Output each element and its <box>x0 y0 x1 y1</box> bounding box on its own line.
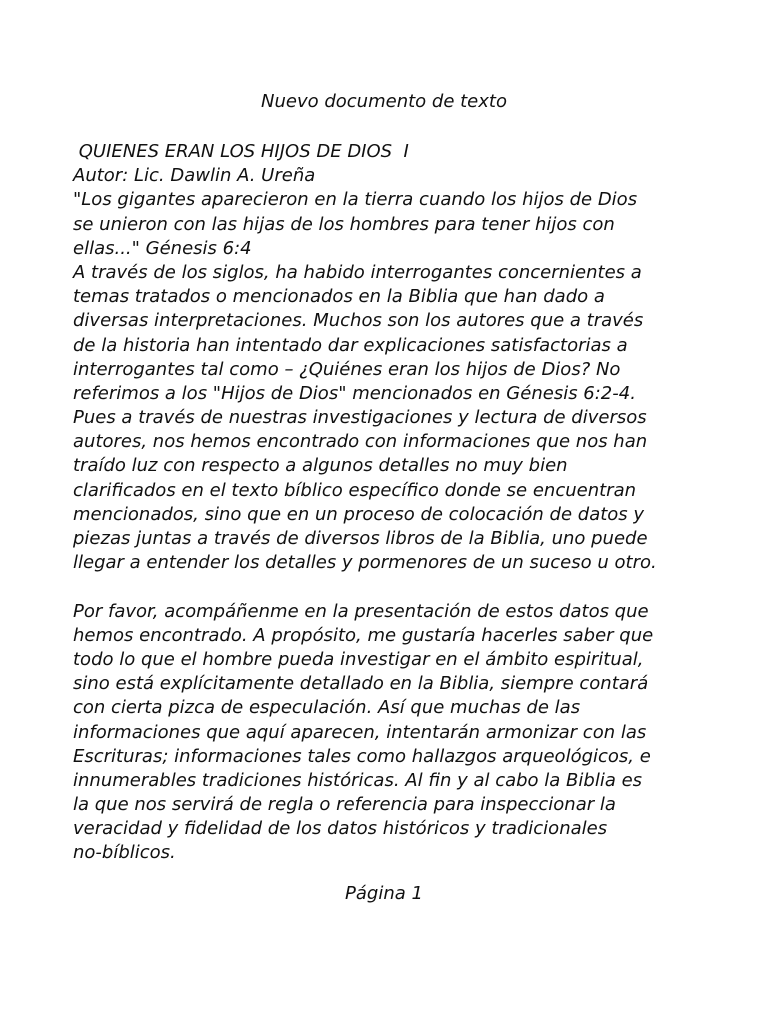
paragraph2-line: sino está explícitamente detallado en la Biblia, siempre contará <box>73 673 649 695</box>
paragraph1-line: de la historia han intentado dar explicaciones satisfactorias a <box>73 334 628 356</box>
paragraph1-line: mencionados, sino que en un proceso de colocación de datos y <box>73 503 645 525</box>
paragraph1-line: diversas interpretaciones. Muchos son los autores que a través <box>73 310 644 332</box>
paragraph1-line: temas tratados o mencionados en la Biblia que han dado a <box>73 286 605 308</box>
quote-line: ellas..." Génesis 6:4 <box>73 237 252 259</box>
page-number: Página 1 <box>345 883 423 904</box>
article-author: Autor: Lic. Dawlin A. Ureña <box>73 165 316 187</box>
paragraph1-line: Pues a través de nuestras investigaciones y lectura de diversos <box>73 407 647 429</box>
paragraph2-line: informaciones que aquí aparecen, intentarán armonizar con las <box>73 721 647 743</box>
quote-line: "Los gigantes aparecieron en la tierra cuando los hijos de Dios <box>73 189 638 211</box>
paragraph1-line: llegar a entender los detalles y pormenores de un suceso u otro. <box>73 552 657 574</box>
paragraph1-line: clarificados en el texto bíblico específico donde se encuentran <box>73 479 637 501</box>
paragraph1-line: A través de los siglos, ha habido interrogantes concernientes a <box>73 261 642 283</box>
paragraph-spacer <box>73 575 753 599</box>
paragraph2-line: innumerables tradiciones históricas. Al fin y al cabo la Biblia es <box>73 769 643 791</box>
paragraph1-line: piezas juntas a través de diversos libros de la Biblia, uno puede <box>73 528 648 549</box>
paragraph2-line: Escrituras; informaciones tales como hallazgos arqueológicos, e <box>73 745 651 767</box>
paragraph1-line: traído luz con respecto a algunos detalles no muy bien <box>73 455 568 477</box>
paragraph2-line: la que nos servirá de regla o referencia para inspeccionar la <box>73 794 616 816</box>
paragraph2-line: veracidad y fidelidad de los datos históricos y tradicionales <box>73 818 608 840</box>
paragraph2-line: no-bíblicos. <box>73 842 176 864</box>
paragraph2-line: hemos encontrado. A propósito, me gustaría hacerles saber que <box>73 624 654 646</box>
paragraph2-line: Por favor, acompáñenme en la presentación de estos datos que <box>73 600 649 622</box>
article-heading: QUIENES ERAN LOS HIJOS DE DIOS I <box>73 141 409 162</box>
paragraph1-line: interrogantes tal como – ¿Quiénes eran los hijos de Dios? No <box>73 358 621 380</box>
paragraph2-line: con cierta pizca de especulación. Así que muchas de las <box>73 697 581 719</box>
paragraph2-line: todo lo que el hombre pueda investigar en el ámbito espiritual, <box>73 648 644 670</box>
document-body <box>73 140 753 866</box>
quote-line: se unieron con las hijas de los hombres para tener hijos con <box>73 213 615 235</box>
paragraph1-line: referimos a los "Hijos de Dios" mencionados en Génesis 6:2-4. <box>73 382 636 404</box>
paragraph1-line: autores, nos hemos encontrado con informaciones que nos han <box>73 431 648 453</box>
document-title: Nuevo documento de texto <box>261 91 507 112</box>
